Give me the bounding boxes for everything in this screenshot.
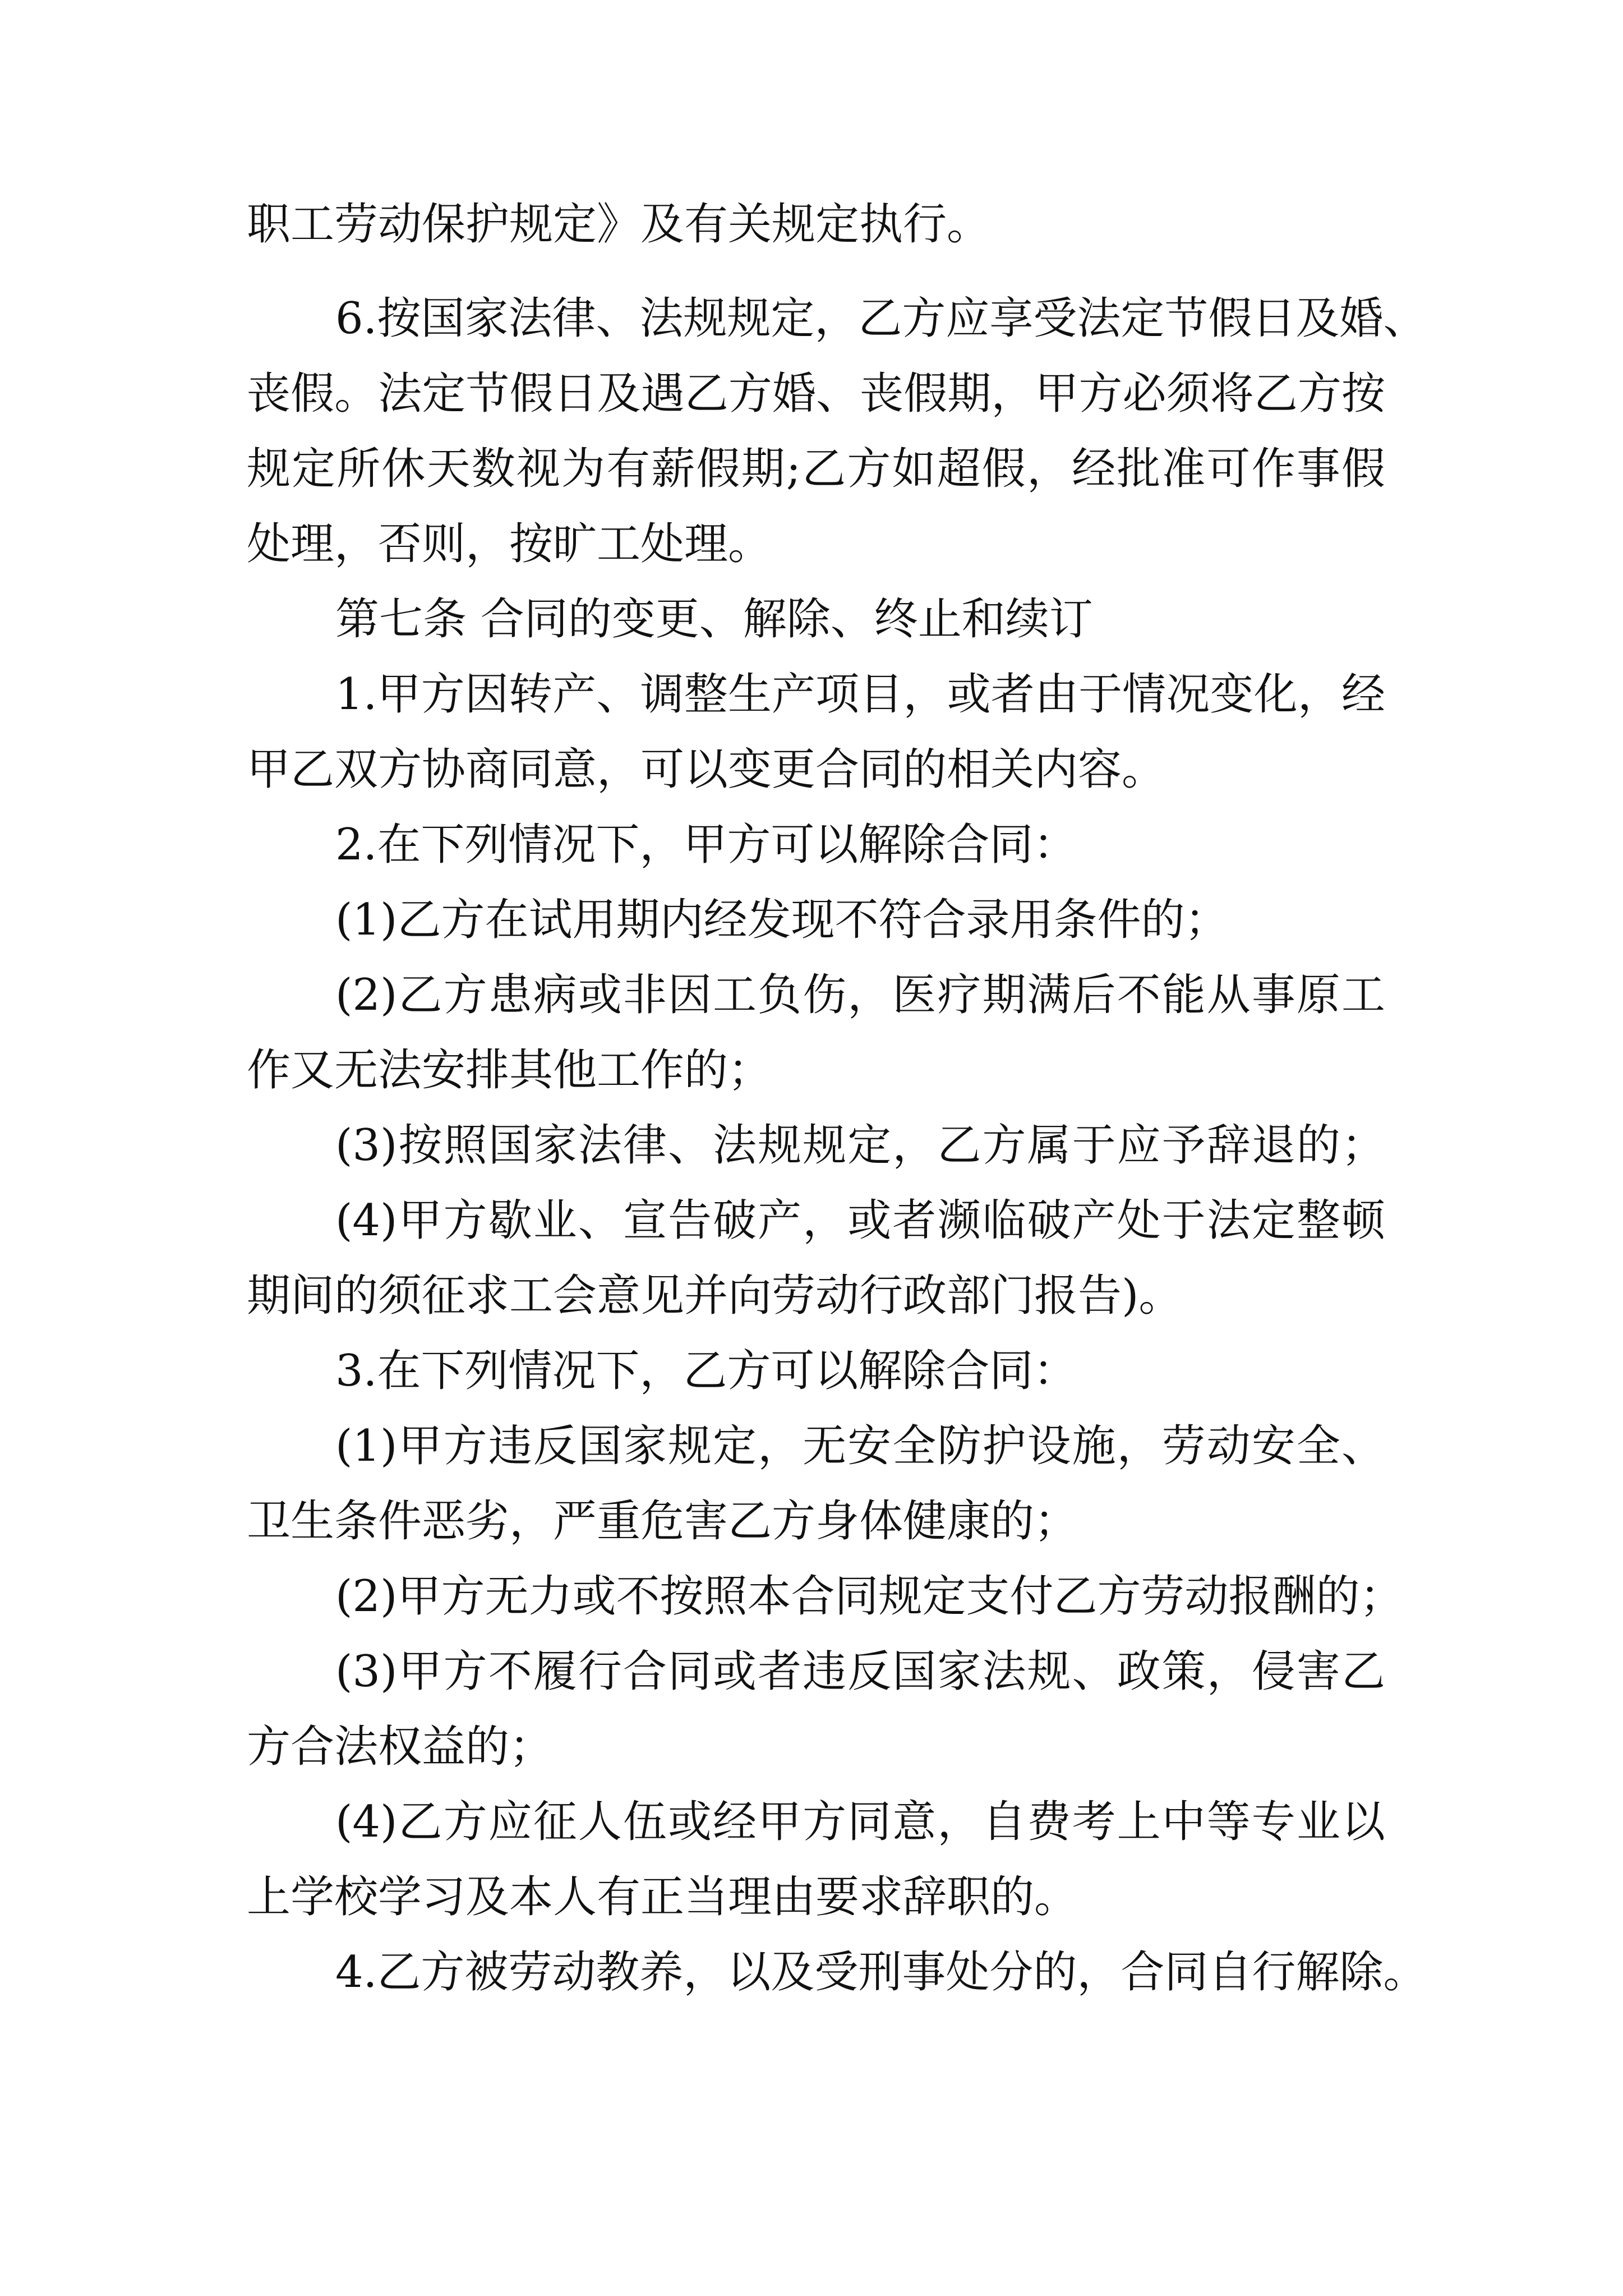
list-item: (2)甲方无力或不按照本合同规定支付乙方劳动报酬的； — [335, 1571, 1404, 1622]
list-item-continuation: 方合法权益的； — [247, 1722, 554, 1772]
list-item: (4)乙方应征人伍或经甲方同意，自费考上中等专业以 — [335, 1797, 1385, 1847]
section-heading: 第七条 合同的变更、解除、终止和续订 — [335, 594, 1093, 645]
paragraph-line: 4.乙方被劳动教养，以及受刑事处分的，合同自行解除。 — [335, 1947, 1427, 1998]
list-item-continuation: 作又无法安排其他工作的； — [247, 1045, 772, 1096]
paragraph-line: 2.在下列情况下，甲方可以解除合同： — [335, 820, 1077, 870]
paragraph-line: 1.甲方因转产、调整生产项目，或者由于情况变化，经 — [335, 669, 1385, 720]
paragraph-line: 3.在下列情况下，乙方可以解除合同： — [335, 1346, 1077, 1396]
paragraph-line: 职工劳动保护规定》及有关规定执行。 — [247, 199, 991, 250]
list-item-continuation: 期间的须征求工会意见并向劳动行政部门报告)。 — [247, 1271, 1183, 1321]
list-item: (1)乙方在试用期内经发现不符合录用条件的； — [335, 895, 1229, 945]
list-item: (3)按照国家法律、法规规定，乙方属于应予辞退的； — [335, 1120, 1385, 1171]
list-item: (2)乙方患病或非因工负伤，医疗期满后不能从事原工 — [335, 970, 1385, 1020]
paragraph-line: 规定所休天数视为有薪假期;乙方如超假，经批准可作事假 — [247, 444, 1385, 494]
paragraph-line: 6.按国家法律、法规规定，乙方应享受法定节假日及婚、 — [335, 293, 1427, 344]
list-item-continuation: 上学校学习及本人有正当理由要求辞职的。 — [247, 1872, 1078, 1922]
list-item: (1)甲方违反国家规定，无安全防护设施，劳动安全、 — [335, 1421, 1385, 1471]
paragraph-line: 处理，否则，按旷工处理。 — [247, 519, 772, 569]
list-item: (3)甲方不履行合同或者违反国家法规、政策，侵害乙 — [335, 1646, 1385, 1697]
list-item-continuation: 卫生条件恶劣，严重危害乙方身体健康的； — [247, 1496, 1078, 1547]
paragraph-line: 丧假。法定节假日及遇乙方婚、丧假期，甲方必须将乙方按 — [247, 369, 1385, 419]
list-item: (4)甲方歇业、宣告破产，或者濒临破产处于法定整顿 — [335, 1195, 1385, 1246]
paragraph-line: 甲乙双方协商同意，可以变更合同的相关内容。 — [247, 744, 1166, 795]
